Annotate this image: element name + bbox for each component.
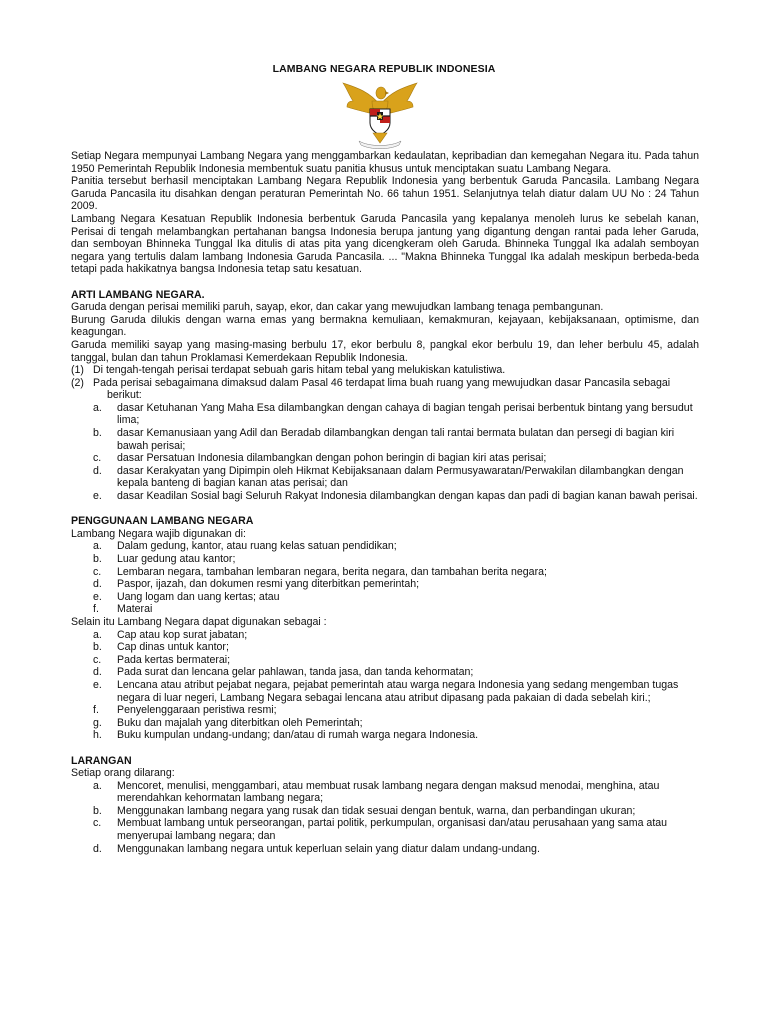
list-item-text: Menggunakan lambang negara yang rusak dan tidak sesuai dengan bentuk, warna, dan perbandingan ukuran; xyxy=(117,804,636,817)
list-item-text: Lembaran negara, tambahan lembaran negara, berita negara, dan tambahan berita negara; xyxy=(117,565,547,578)
penggunaan-list xyxy=(71,540,699,616)
list-item-text: dasar Persatuan Indonesia dilambangkan dengan pohon beringin di bagian kiri atas perisai; xyxy=(117,452,547,465)
list-item xyxy=(71,452,699,465)
list-item-text: Di tengah-tengah perisai terdapat sebuah garis hitam tebal yang melukiskan katulistiwa. xyxy=(93,364,506,377)
list-item-text: Cap dinas untuk kantor; xyxy=(117,641,229,654)
garuda-pancasila-emblem xyxy=(339,79,421,151)
list-marker: d. xyxy=(93,666,102,679)
list-marker: c. xyxy=(93,653,102,666)
list-marker: a. xyxy=(93,540,102,553)
list-marker: a. xyxy=(93,779,102,792)
list-item xyxy=(71,540,699,553)
section-heading-arti: ARTI LAMBANG NEGARA. xyxy=(71,288,205,301)
list-item xyxy=(71,465,699,490)
list-marker: e. xyxy=(93,678,102,691)
arti-numbered-list xyxy=(71,364,699,402)
list-item-text: Materai xyxy=(117,603,153,616)
list-item xyxy=(71,780,699,805)
list-item xyxy=(71,427,699,452)
arti-paragraph: Garuda dengan perisai memiliki paruh, sayap, ekor, dan cakar yang mewujudkan lambang tenaga pembangunan. xyxy=(71,301,604,314)
list-item xyxy=(71,402,699,427)
list-item-text: Pada surat dan lencana gelar pahlawan, tanda jasa, dan tanda kehormatan; xyxy=(117,666,474,679)
list-marker: a. xyxy=(93,628,102,641)
section-heading-penggunaan: PENGGUNAAN LAMBANG NEGARA xyxy=(71,515,254,528)
larangan-intro: Setiap orang dilarang: xyxy=(71,767,175,780)
list-marker: f. xyxy=(93,704,99,717)
list-item xyxy=(71,843,699,856)
list-item-text: dasar Ketuhanan Yang Maha Esa dilambangkan dengan cahaya di bagian tengah perisai berbentuk bintang yang bersudut lima; xyxy=(117,401,693,427)
section-heading-larangan: LARANGAN xyxy=(71,754,132,767)
document-title: LAMBANG NEGARA REPUBLIK INDONESIA xyxy=(272,63,496,75)
arti-paragraph: Garuda memiliki sayap yang masing-masing berbulu 17, ekor berbulu 8, pangkal ekor berbulu 19, dan leher berbulu 45, adalah tanggal, bulan dan tahun Proklamasi Kemerdekaan Republik Indonesia. xyxy=(71,338,699,364)
list-item xyxy=(71,641,699,654)
intro-paragraph: Setiap Negara mempunyai Lambang Negara yang menggambarkan kedaulatan, kepribadian dan kemegahan Negara itu. Pada tahun 1950 Pemerintah Republik Indonesia membentuk suatu panitia khusus untuk menciptakan suatu Lambang Negara. xyxy=(71,150,699,175)
list-marker: b. xyxy=(93,427,102,440)
list-marker: b. xyxy=(93,553,102,565)
penggunaan-intro-2: Selain itu Lambang Negara dapat digunakan sebagai : xyxy=(71,615,327,628)
list-item-text: Buku dan majalah yang diterbitkan oleh Pemerintah; xyxy=(117,716,363,729)
list-item xyxy=(71,629,699,642)
list-item-text: Luar gedung atau kantor; xyxy=(117,553,236,565)
list-item-text: dasar Kemanusiaan yang Adil dan Beradab dilambangkan dengan tali rantai bermata bulatan dan persegi di bagian kiri bawah perisai; xyxy=(117,427,675,452)
list-marker: c. xyxy=(93,817,102,830)
intro-paragraph: Lambang Negara Kesatuan Republik Indonesia berbentuk Garuda Pancasila yang kepalanya menoleh lurus ke sebelah kanan, Perisai di tengah melambangkan pertahanan bangsa Indonesia berupa jantung yang digantung dengan rantai pada leher Garuda, dan semboyan Bhinneka Tunggal Ika ditulis di atas pita yang dicengkeram oleh Garuda. Bhinneka Tunggal Ika adalah semboyan negara yang tertulis dalam lambang Indonesia Garuda Pancasila. ... "Makna Bhinneka Tunggal Ika adalah meskipun berbeda-beda tetapi pada hakikatnya bangsa Indonesia tetap satu kesatuan. xyxy=(71,212,699,276)
list-item-text: Penyelenggaraan peristiwa resmi; xyxy=(117,704,277,717)
list-item-text: dasar Keadilan Sosial bagi Seluruh Rakyat Indonesia dilambangkan dengan kapas dan padi di bagian kanan bawah perisai. xyxy=(117,490,698,503)
list-item xyxy=(71,591,699,604)
list-marker: d. xyxy=(93,464,102,477)
list-item xyxy=(71,377,699,402)
list-item xyxy=(71,704,699,717)
list-marker: h. xyxy=(93,729,102,742)
list-item xyxy=(71,717,699,730)
list-item xyxy=(71,805,699,818)
list-marker: g. xyxy=(93,716,102,729)
list-item xyxy=(71,654,699,667)
list-marker: c. xyxy=(93,452,102,465)
list-item xyxy=(71,553,699,566)
list-item xyxy=(71,666,699,679)
list-item-text: Mencoret, menulisi, menggambari, atau membuat rusak lambang negara dengan maksud menodai, menghina, atau merendahkan kehormatan lambang negara; xyxy=(117,779,660,805)
list-item-text: Paspor, ijazah, dan dokumen resmi yang diterbitkan pemerintah; xyxy=(117,578,420,591)
penggunaan-list-2 xyxy=(71,629,699,742)
list-item xyxy=(71,729,699,742)
list-item xyxy=(71,817,699,842)
list-item-text: Cap atau kop surat jabatan; xyxy=(117,628,248,641)
list-marker: d. xyxy=(93,842,102,855)
list-item-text: Membuat lambang untuk perseorangan, partai politik, perkumpulan, organisasi dan/atau perusahaan yang sama atau menyerupai lambang negara; dan xyxy=(117,817,668,843)
list-marker: a. xyxy=(93,401,102,414)
larangan-list xyxy=(71,780,699,856)
document-body xyxy=(71,150,699,855)
list-item xyxy=(71,364,699,377)
list-item xyxy=(71,578,699,591)
list-item xyxy=(71,603,699,616)
list-item-text: Lencana atau atribut pejabat negara, pejabat pemerintah atau warga negara Indonesia yang sedang mengemban tugas negara di luar negeri, Lambang Negara sebagai lencana atau atribut dipasang pada pakaian di dada sebelah kiri.; xyxy=(117,678,679,704)
list-marker: b. xyxy=(93,641,102,654)
list-marker: d. xyxy=(93,578,102,591)
list-item-text: Buku kumpulan undang-undang; dan/atau di rumah warga negara Indonesia. xyxy=(117,729,479,742)
list-item-text: Pada kertas bermaterai; xyxy=(117,653,231,666)
list-item-text: Pada perisai sebagaimana dimaksud dalam Pasal 46 terdapat lima buah ruang yang mewujudkan dasar Pancasila sebagai xyxy=(93,376,671,389)
list-marker: f. xyxy=(93,603,99,616)
arti-paragraph: Burung Garuda dilukis dengan warna emas yang bermakna kemuliaan, kemakmuran, kejayaan, kebijaksanaan, optimisme, dan keagungan. xyxy=(71,313,699,339)
list-marker: e. xyxy=(93,590,102,603)
list-item-text: dasar Kerakyatan yang Dipimpin oleh Hikmat Kebijaksanaan dalam Permusyawaratan/Perwakilan dilambangkan dengan kepala banteng di bagian kanan atas perisai; dan xyxy=(117,464,684,490)
list-item-text: Uang logam dan uang kertas; atau xyxy=(117,590,280,603)
list-item xyxy=(71,566,699,579)
penggunaan-intro: Lambang Negara wajib digunakan di: xyxy=(71,527,246,540)
intro-paragraph: Panitia tersebut berhasil menciptakan Lambang Negara Republik Indonesia yang berbentuk Garuda Pancasila. Lambang Negara Garuda Pancasila itu disahkan dengan peraturan Pemerintah No. 66 tahun 1951. Selanjutnya telah diatur dalam UU No : 24 Tahun 2009. xyxy=(71,175,699,213)
list-marker: (2) xyxy=(71,376,84,389)
list-item-text: Menggunakan lambang negara untuk keperluan selain yang diatur dalam undang-undang. xyxy=(117,842,540,855)
list-item xyxy=(71,679,699,704)
list-marker: c. xyxy=(93,565,102,578)
arti-letter-list xyxy=(71,402,699,503)
list-marker: e. xyxy=(93,490,102,503)
list-marker: (1) xyxy=(71,364,84,377)
list-marker: b. xyxy=(93,804,102,817)
list-item-text: Dalam gedung, kantor, atau ruang kelas satuan pendidikan; xyxy=(117,540,397,553)
list-item xyxy=(71,490,699,503)
list-item-continuation: berikut: xyxy=(107,389,142,402)
